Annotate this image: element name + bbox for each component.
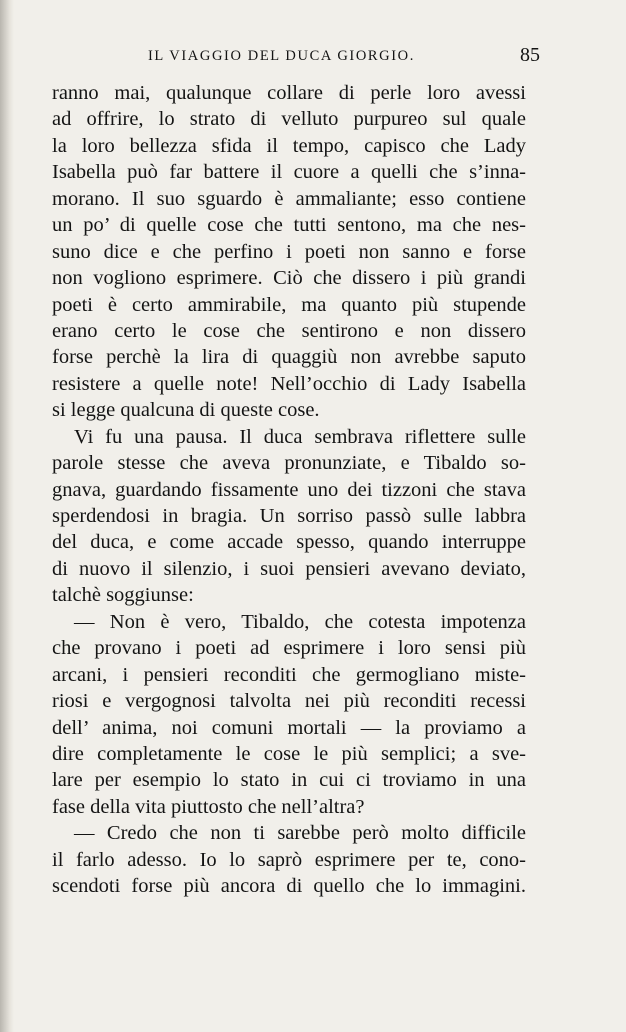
text-line: dell’ anima, noi comuni mortali — la proviamo a (52, 716, 526, 739)
text-line: scendoti forse più ancora di quello che lo immagini. (52, 875, 526, 898)
page-gutter-shadow (0, 0, 14, 1032)
text-line: lare per esempio lo stato in cui ci troviamo in una (52, 769, 526, 792)
running-head (52, 44, 540, 70)
text-line: di nuovo il silenzio, i suoi pensieri avevano deviato, (52, 557, 526, 580)
text-line: non vogliono esprimere. Ciò che dissero i più grandi (52, 267, 526, 290)
text-line: morano. Il suo sguardo è ammaliante; esso contiene (52, 187, 526, 210)
text-line: parole stesse che aveva pronunziate, e Tibaldo so- (52, 452, 526, 475)
text-line: sperdendosi in bragia. Un sorriso passò sulle labbra (52, 505, 526, 527)
running-title: IL VIAGGIO DEL DUCA GIORGIO. (148, 48, 415, 64)
text-line: dire completamente le cose le più semplici; a sve- (52, 742, 526, 765)
text-line: si legge qualcuna di queste cose. (52, 399, 320, 422)
text-line: che provano i poeti ad esprimere i loro sensi più (52, 637, 526, 660)
text-line: la loro bellezza sfida il tempo, capisco che Lady (52, 134, 526, 157)
text-line: del duca, e come accade spesso, quando interruppe (52, 531, 526, 554)
text-line: suno dice e che perfino i poeti non sanno e forse (52, 240, 526, 263)
text-line: erano certo le cose che sentirono e non dissero (52, 319, 526, 342)
text-line: arcani, i pensieri reconditi che germogliano miste- (52, 663, 526, 686)
text-line: poeti è certo ammirabile, ma quanto più stupende (52, 293, 526, 316)
text-line: gnava, guardando fissamente uno dei tizzoni che stava (52, 478, 526, 501)
text-line: Vi fu una pausa. Il duca sembrava riflettere sulle (74, 425, 526, 448)
text-line: — Non è vero, Tibaldo, che cotesta impotenza (74, 610, 526, 633)
text-line: ad offrire, lo strato di velluto purpureo sul quale (52, 108, 526, 131)
text-line: un po’ di quelle cose che tutti sentono, ma che nes- (52, 214, 526, 237)
text-line: ranno mai, qualunque collare di perle loro avessi (52, 82, 526, 104)
text-line: — Credo che non ti sarebbe però molto difficile (74, 822, 526, 845)
text-line: forse perchè la lira di quaggiù non avrebbe saputo (52, 346, 526, 369)
text-line: Isabella può far battere il cuore a quelli che s’inna- (52, 161, 526, 184)
text-line: riosi e vergognosi talvolta nei più reconditi recessi (52, 690, 526, 713)
text-line: il farlo adesso. Io lo saprò esprimere per te, cono- (52, 848, 526, 871)
text-line: talchè soggiunse: (52, 584, 194, 607)
page-number: 85 (520, 44, 540, 66)
text-line: fase della vita piuttosto che nell’altra? (52, 795, 365, 818)
text-line: resistere a quelle note! Nell’occhio di Lady Isabella (52, 372, 526, 395)
body-text (52, 80, 526, 900)
